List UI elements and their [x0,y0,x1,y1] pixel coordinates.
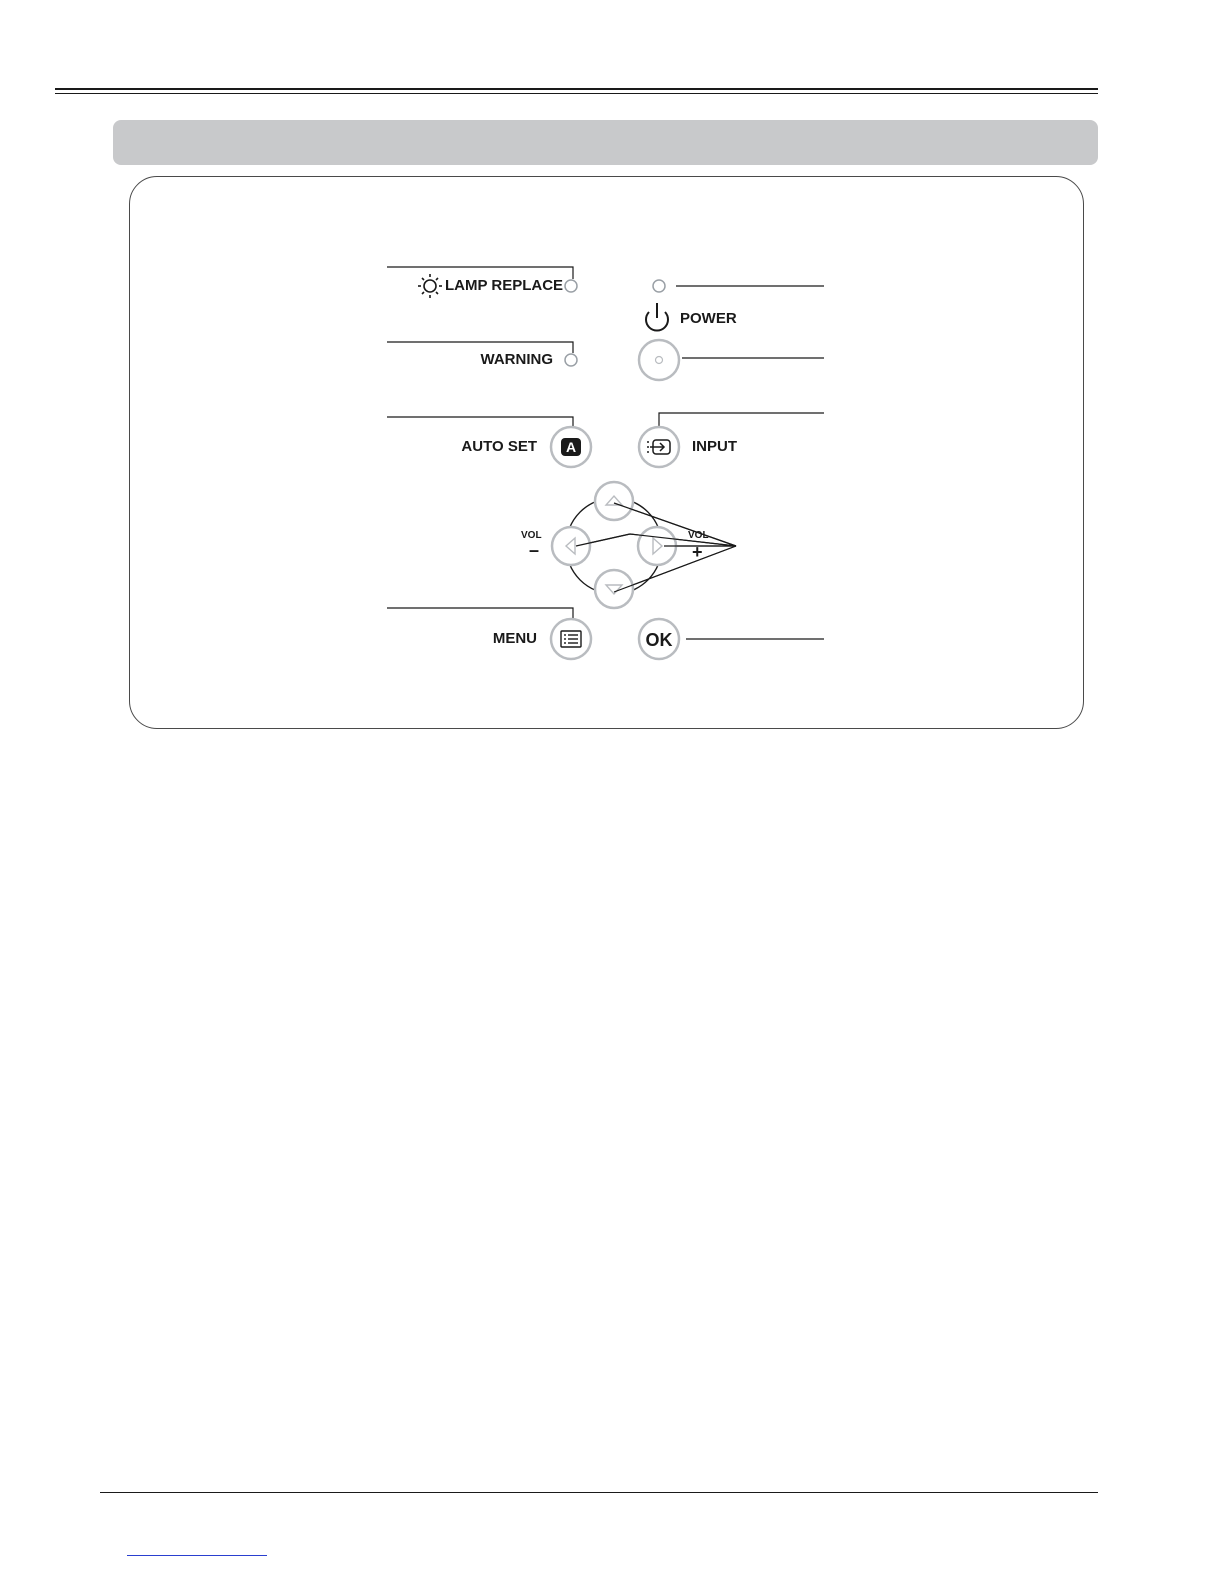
vol-minus-sign: – [529,540,540,560]
warning-indicator [565,354,577,366]
lamp-icon [418,274,442,298]
input-label: INPUT [692,438,737,455]
power-indicator [653,280,665,292]
callout-auto-set [387,417,573,428]
footer-link-underline[interactable] [127,1555,267,1556]
power-label: POWER [680,310,737,327]
footer-rule [100,1492,1098,1493]
ok-button[interactable] [639,619,679,659]
auto-set-button[interactable] [551,427,591,467]
warning-label: WARNING [480,351,553,368]
vol-minus-label: VOL [521,530,542,541]
auto-set-label: AUTO SET [461,438,537,455]
lamp-replace-indicator [565,280,577,292]
ok-label: OK [645,630,673,650]
callout-menu [387,608,573,619]
power-icon [646,303,668,331]
power-button[interactable] [639,340,679,380]
point-left-button[interactable] [552,527,590,565]
point-down-button[interactable] [595,570,633,608]
callout-input [659,413,824,428]
point-up-button[interactable] [595,482,633,520]
lamp-replace-label: LAMP REPLACE [445,277,564,294]
vol-plus-sign: + [692,542,703,562]
auto-set-glyph: A [565,439,577,455]
menu-label: MENU [492,630,537,647]
input-button[interactable] [639,427,679,467]
menu-button[interactable] [551,619,591,659]
vol-plus-label: VOL [688,530,709,541]
